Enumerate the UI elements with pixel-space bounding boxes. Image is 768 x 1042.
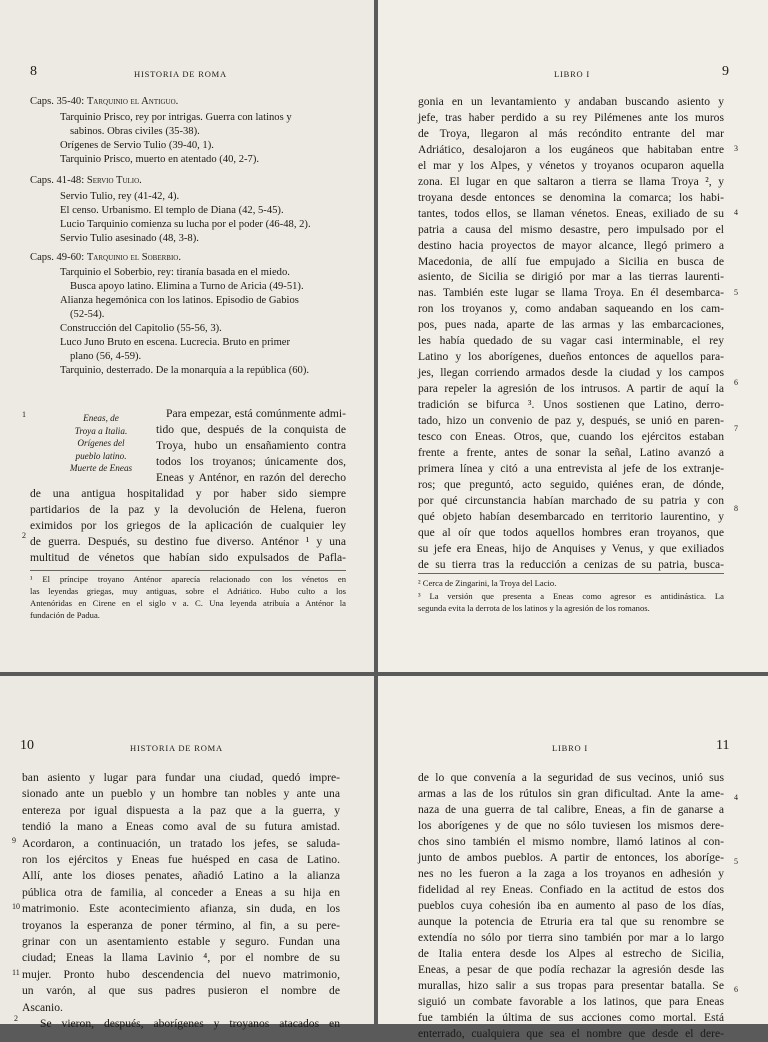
body-line: nes no les fueron a la zaga a los troyanos en adhesión y: [418, 867, 724, 880]
margin-number: 2: [22, 531, 26, 540]
margin-number: 10: [12, 902, 20, 911]
body-line: de lo que convenía a la seguridad de sus vecinos, unió sus: [418, 771, 724, 784]
body-line: pos, pues nada, aparte de las armas y las embarcaciones,: [418, 318, 724, 332]
body-line: primera línea y citó a una entrevista al jefe de los extranje-: [418, 461, 724, 475]
body-line: nas. También este lugar se llama Troya. En él desembarca-: [418, 286, 724, 300]
summary-chapters: Caps. 49-60:: [30, 252, 85, 263]
body-line: su jefe era Eneas, hijo de Anquises y Venus, y que exiliados: [418, 541, 724, 555]
margin-number: 2: [14, 1014, 18, 1023]
body-line: de Italia entera desde los Alpes al estrecho de Sicilia,: [418, 947, 724, 960]
footnote-rule: [30, 570, 346, 571]
margin-number: 9: [12, 836, 16, 845]
body-line: eximidos por los griegos de la aplicación de cualquier ley: [30, 519, 346, 532]
running-head: LIBRO I: [554, 69, 591, 79]
body-line: para repeler la agresión de los intrusos. A partir de aquí la: [418, 382, 724, 396]
body-line: ron los troyanos y, como andaban saqueando en los cam-: [418, 302, 724, 316]
body-line: Ascanio.: [22, 1000, 63, 1014]
side-note: [58, 412, 144, 475]
summary-item: Servio Tulio asesinado (48, 3-8).: [60, 233, 199, 244]
body-line: ciudad; Eneas la llama Lavinio ⁴, por el nombre de su: [22, 951, 340, 965]
margin-number: 5: [734, 288, 738, 297]
side-note-line: Muerte de Eneas: [69, 463, 133, 473]
summary-item: Lucio Tarquinio comienza su lucha por el poder (46-48, 2).: [60, 219, 311, 230]
summary-heading: [30, 251, 181, 265]
body-line: junto de ambos pueblos. A partir de entonces, los aboríge-: [418, 851, 724, 864]
body-line: entereza por igual dispuesta a la paz que a la guerra, y: [22, 803, 340, 817]
footnote-line: fundación de Padua.: [30, 610, 100, 620]
page-number: 11: [716, 738, 730, 753]
body-line: Allí, ante los dioses penates, añadió Latino a la alianza: [22, 869, 340, 883]
body-line: mujer. Pronto hubo descendencia del nuevo matrimonio,: [22, 967, 340, 981]
running-head: HISTORIA DE ROMA: [134, 69, 227, 79]
summary-item: Tarquinio, desterrado. De la monarquía a la república (60).: [60, 365, 309, 376]
body-line: asiento, de Sicilia se dirigió por mar a las tierras laurenti-: [418, 270, 724, 284]
body-line: tantes, todos ellos, se llaman vénetos. Eneas, exiliado de su: [418, 206, 724, 220]
body-line: troyanos la esperanza de poner término, al fin, a su pere-: [22, 918, 340, 932]
body-line: armas a las de los rútulos sin gran dificultad. Ante la ame-: [418, 787, 724, 800]
body-line: Macedonia, de allí fue empujado a Sicilia en busca de: [418, 254, 724, 268]
summary-title: Tarquinio el Soberbio.: [86, 252, 182, 263]
summary-chapters: Caps. 35-40:: [30, 96, 85, 107]
body-line: de una antigua hospitalidad y por haber sido siempre: [30, 487, 346, 500]
running-head: LIBRO I: [552, 743, 589, 753]
body-line: que al oír que todos aquellos hombres eran troyanos, que: [418, 525, 724, 539]
footnote-line: Antenóridas en Cirene en el siglo v a. C. Una leyenda atribuía a Anténor la: [30, 598, 346, 608]
summary-heading: [30, 95, 178, 109]
margin-number: 6: [734, 985, 738, 994]
body-line: pueblos cuya cohesión iba en aumento al paso de los días,: [418, 899, 724, 912]
body-line: tido que, después de la conquista de: [156, 423, 346, 436]
body-line: les había quedado de su vagar casi interminable, el rey: [418, 334, 724, 348]
body-line: de guerra. Después, su destino fue diverso. Anténor ¹ y una: [30, 535, 346, 548]
footnote-line: ¹ El príncipe troyano Anténor aparecía relacionado con los vénetos en: [30, 574, 346, 584]
body-line: jefe, tras haber perdido a su rey Pilémenes ante los muros: [418, 110, 724, 124]
body-line: Eneas, a pesar de que podía rechazar la agresión desde las: [418, 963, 724, 976]
summary-title: Tarquinio el Antiguo.: [86, 96, 179, 107]
margin-number: 1: [22, 410, 26, 419]
page-11: [378, 676, 768, 1040]
body-line: troyana desde entonces se denomina la comarca; los habi-: [418, 190, 724, 204]
body-line: Para empezar, está comúnmente admi-: [166, 407, 346, 420]
summary-item: Tarquinio Prisco, muerto en atentado (40, 2-7).: [60, 154, 260, 165]
margin-number: 7: [734, 424, 738, 433]
body-line: qué objeto habían desembarcado en territorio laurentino, y: [418, 509, 724, 523]
body-line: tendió la mano a Eneas como aval de su futura amistad.: [22, 820, 340, 834]
body-line: ban asiento y lugar para fundar una ciudad, quedó impre-: [22, 771, 340, 784]
margin-number: 4: [734, 208, 738, 217]
body-line: Adriático, desalojaron a los eugáneos que habitaban entre: [418, 142, 724, 156]
summary-item: Tarquinio el Soberbio, rey: tiranía basada en el miedo.: [60, 267, 290, 278]
body-line: el mar y los Alpes, y vénetos y troyanos ocuparon aquella: [418, 158, 724, 172]
body-line: de Troya, llegaron al más recóndito entrante del mar: [418, 126, 724, 140]
footnote-rule: [418, 573, 724, 574]
body-line: extendía no sólo por tierra sino también por mar a lo largo: [418, 931, 724, 944]
page-number: 9: [722, 64, 729, 79]
summary-item: Busca apoyo latino. Elimina a Turno de Aricia (49-51).: [70, 281, 304, 292]
page-9: [378, 0, 768, 672]
body-line: fue también la última de sus acciones como mortal. Está: [418, 1011, 724, 1024]
body-line: un varón, al que sus padres pusieron el nombre de: [22, 984, 340, 998]
body-line: sionado ante un pueblo y un hombre tan nobles y ante una: [22, 787, 340, 801]
body-line: Acordaron, a continuación, un tratado los jefes, se saluda-: [22, 836, 340, 850]
body-line: zona. El lugar en que saltaron a tierra se llama Troya ², y: [418, 174, 724, 188]
body-line: naza de una guerra de tal calibre, Eneas, a fin de ganarse a: [418, 803, 724, 816]
footnote-line: ² Cerca de Zingarini, la Troya del Lacio.: [418, 578, 557, 588]
summary-item: Tarquinio Prisco, rey por intrigas. Guerra con latinos y: [60, 112, 292, 123]
page-number: 8: [30, 64, 37, 79]
margin-number: 5: [734, 857, 738, 866]
body-line: ros; que preguntó, acto seguido, quiénes eran, de dónde,: [418, 477, 724, 491]
side-note-line: Eneas, de: [83, 413, 119, 423]
body-line: frente a frente, antes de sonar la señal, Latino avanzó a: [418, 445, 724, 459]
body-line: matrimonio. Este acontecimiento afianza, sin duda, en los: [22, 902, 340, 916]
summary-item: Alianza hegemónica con los latinos. Episodio de Gabios: [60, 295, 299, 306]
summary-chapters: Caps. 41-48:: [30, 175, 85, 186]
body-line: por qué circunstancia habían marchado de su patria y con: [418, 493, 724, 507]
summary-item: Servio Tulio, rey (41-42, 4).: [60, 191, 180, 202]
side-note-line: pueblo latino.: [75, 450, 127, 461]
margin-number: 4: [734, 793, 738, 802]
running-head: HISTORIA DE ROMA: [130, 743, 223, 753]
summary-item: plano (56, 4-59).: [70, 351, 142, 362]
summary-item: Construcción del Capitolio (55-56, 3).: [60, 323, 222, 334]
page-10: [0, 676, 374, 1030]
summary-item: sabinos. Obras civiles (35-38).: [70, 126, 200, 137]
body-line: todos los troyanos; únicamente dos,: [156, 455, 346, 468]
summary-item: Orígenes de Servio Tulio (39-40, 1).: [60, 140, 214, 151]
margin-number: 8: [734, 504, 738, 513]
summary-item: El censo. Urbanismo. El templo de Diana (42, 5-45).: [60, 205, 284, 216]
body-line: partidarios de la paz y la devolución de Helena, fueron: [30, 503, 346, 516]
side-note-line: Orígenes del: [77, 438, 125, 448]
body-line: patria a causa del mismo desastre, pero impulsado por el: [418, 222, 724, 236]
summary-title: Servio Tulio.: [86, 175, 142, 186]
page-8: [0, 0, 374, 672]
page-number: 10: [20, 738, 34, 753]
body-line: gonia en un levantamiento y andaban buscando asiento y: [418, 95, 724, 108]
body-line: tado, hizo un convenio de paz y, después, se unió en paren-: [418, 414, 724, 427]
body-line: pública otra de familia, al conceder a Eneas a su hija en: [22, 885, 340, 899]
body-line: Se vieron, después, aborígenes y troyanos atacados en: [40, 1017, 340, 1030]
body-line: Eneas y Anténor, en razón del derecho: [156, 471, 346, 484]
footnote-line: ³ La versión que presenta a Eneas como agresor es antidinástica. La: [418, 591, 724, 601]
footnote-line: segunda evita la derrota de los latinos y la agresión de los romanos.: [418, 603, 650, 613]
summary-item: (52-54).: [70, 309, 105, 320]
body-line: enterrado, cualquiera que sea el nombre que desde el dere-: [418, 1027, 724, 1040]
margin-number: 6: [734, 378, 738, 387]
body-line: chos sino también el mismo nombre, llamó latinos al con-: [418, 835, 724, 848]
side-note-line: Troya a Italia.: [74, 425, 128, 436]
body-line: jes, llegan corriendo armados desde la ciudad y los campos: [418, 366, 724, 380]
body-line: ron los ejércitos y Eneas fue huésped en casa de Latino.: [22, 853, 340, 866]
body-line: tesco con Eneas. Otros, que, cuando los ejércitos estaban: [418, 429, 724, 443]
body-line: aunque la potencia de Etruria era tal que su renombre se: [418, 915, 724, 928]
body-line: los aborígenes y de que no sólo tuviesen los mismos dere-: [418, 819, 724, 832]
body-line: tradición se bifurca ³. Unos sostienen que Latino, derro-: [418, 398, 724, 412]
body-line: destino hacia proyectos de mayor alcance, llegó primero a: [418, 238, 724, 252]
body-line: Latino y los aborígenes, dueños entonces de aquellos para-: [418, 350, 724, 364]
body-line: siguió un combate favorable a los latinos, que para Eneas: [418, 995, 724, 1008]
summary-item: Luco Juno Bruto en escena. Lucrecia. Bruto en primer: [60, 337, 291, 348]
body-line: fidelidad al rey Eneas. Confiado en la actitud de estos dos: [418, 883, 724, 896]
margin-number: 11: [12, 968, 20, 977]
body-line: murallas, hizo salir a sus tropas para presentar batalla. Se: [418, 979, 724, 992]
body-line: multitud de vénetos que habían sido expulsados de Pafla-: [30, 551, 346, 564]
margin-number: 3: [734, 144, 738, 153]
body-line: Troya, hubo un ensañamiento contra: [156, 439, 346, 452]
body-line: grinar con un asentamiento estable y seguro. Fundan una: [22, 935, 340, 948]
body-line: de su tierra tras la reducción a cenizas de su patria, busca-: [418, 557, 724, 571]
footnote-line: las leyendas griegas, muy antiguas, sobre el Adriático. Hubo culto a los: [30, 586, 346, 596]
summary-heading: [30, 174, 142, 188]
